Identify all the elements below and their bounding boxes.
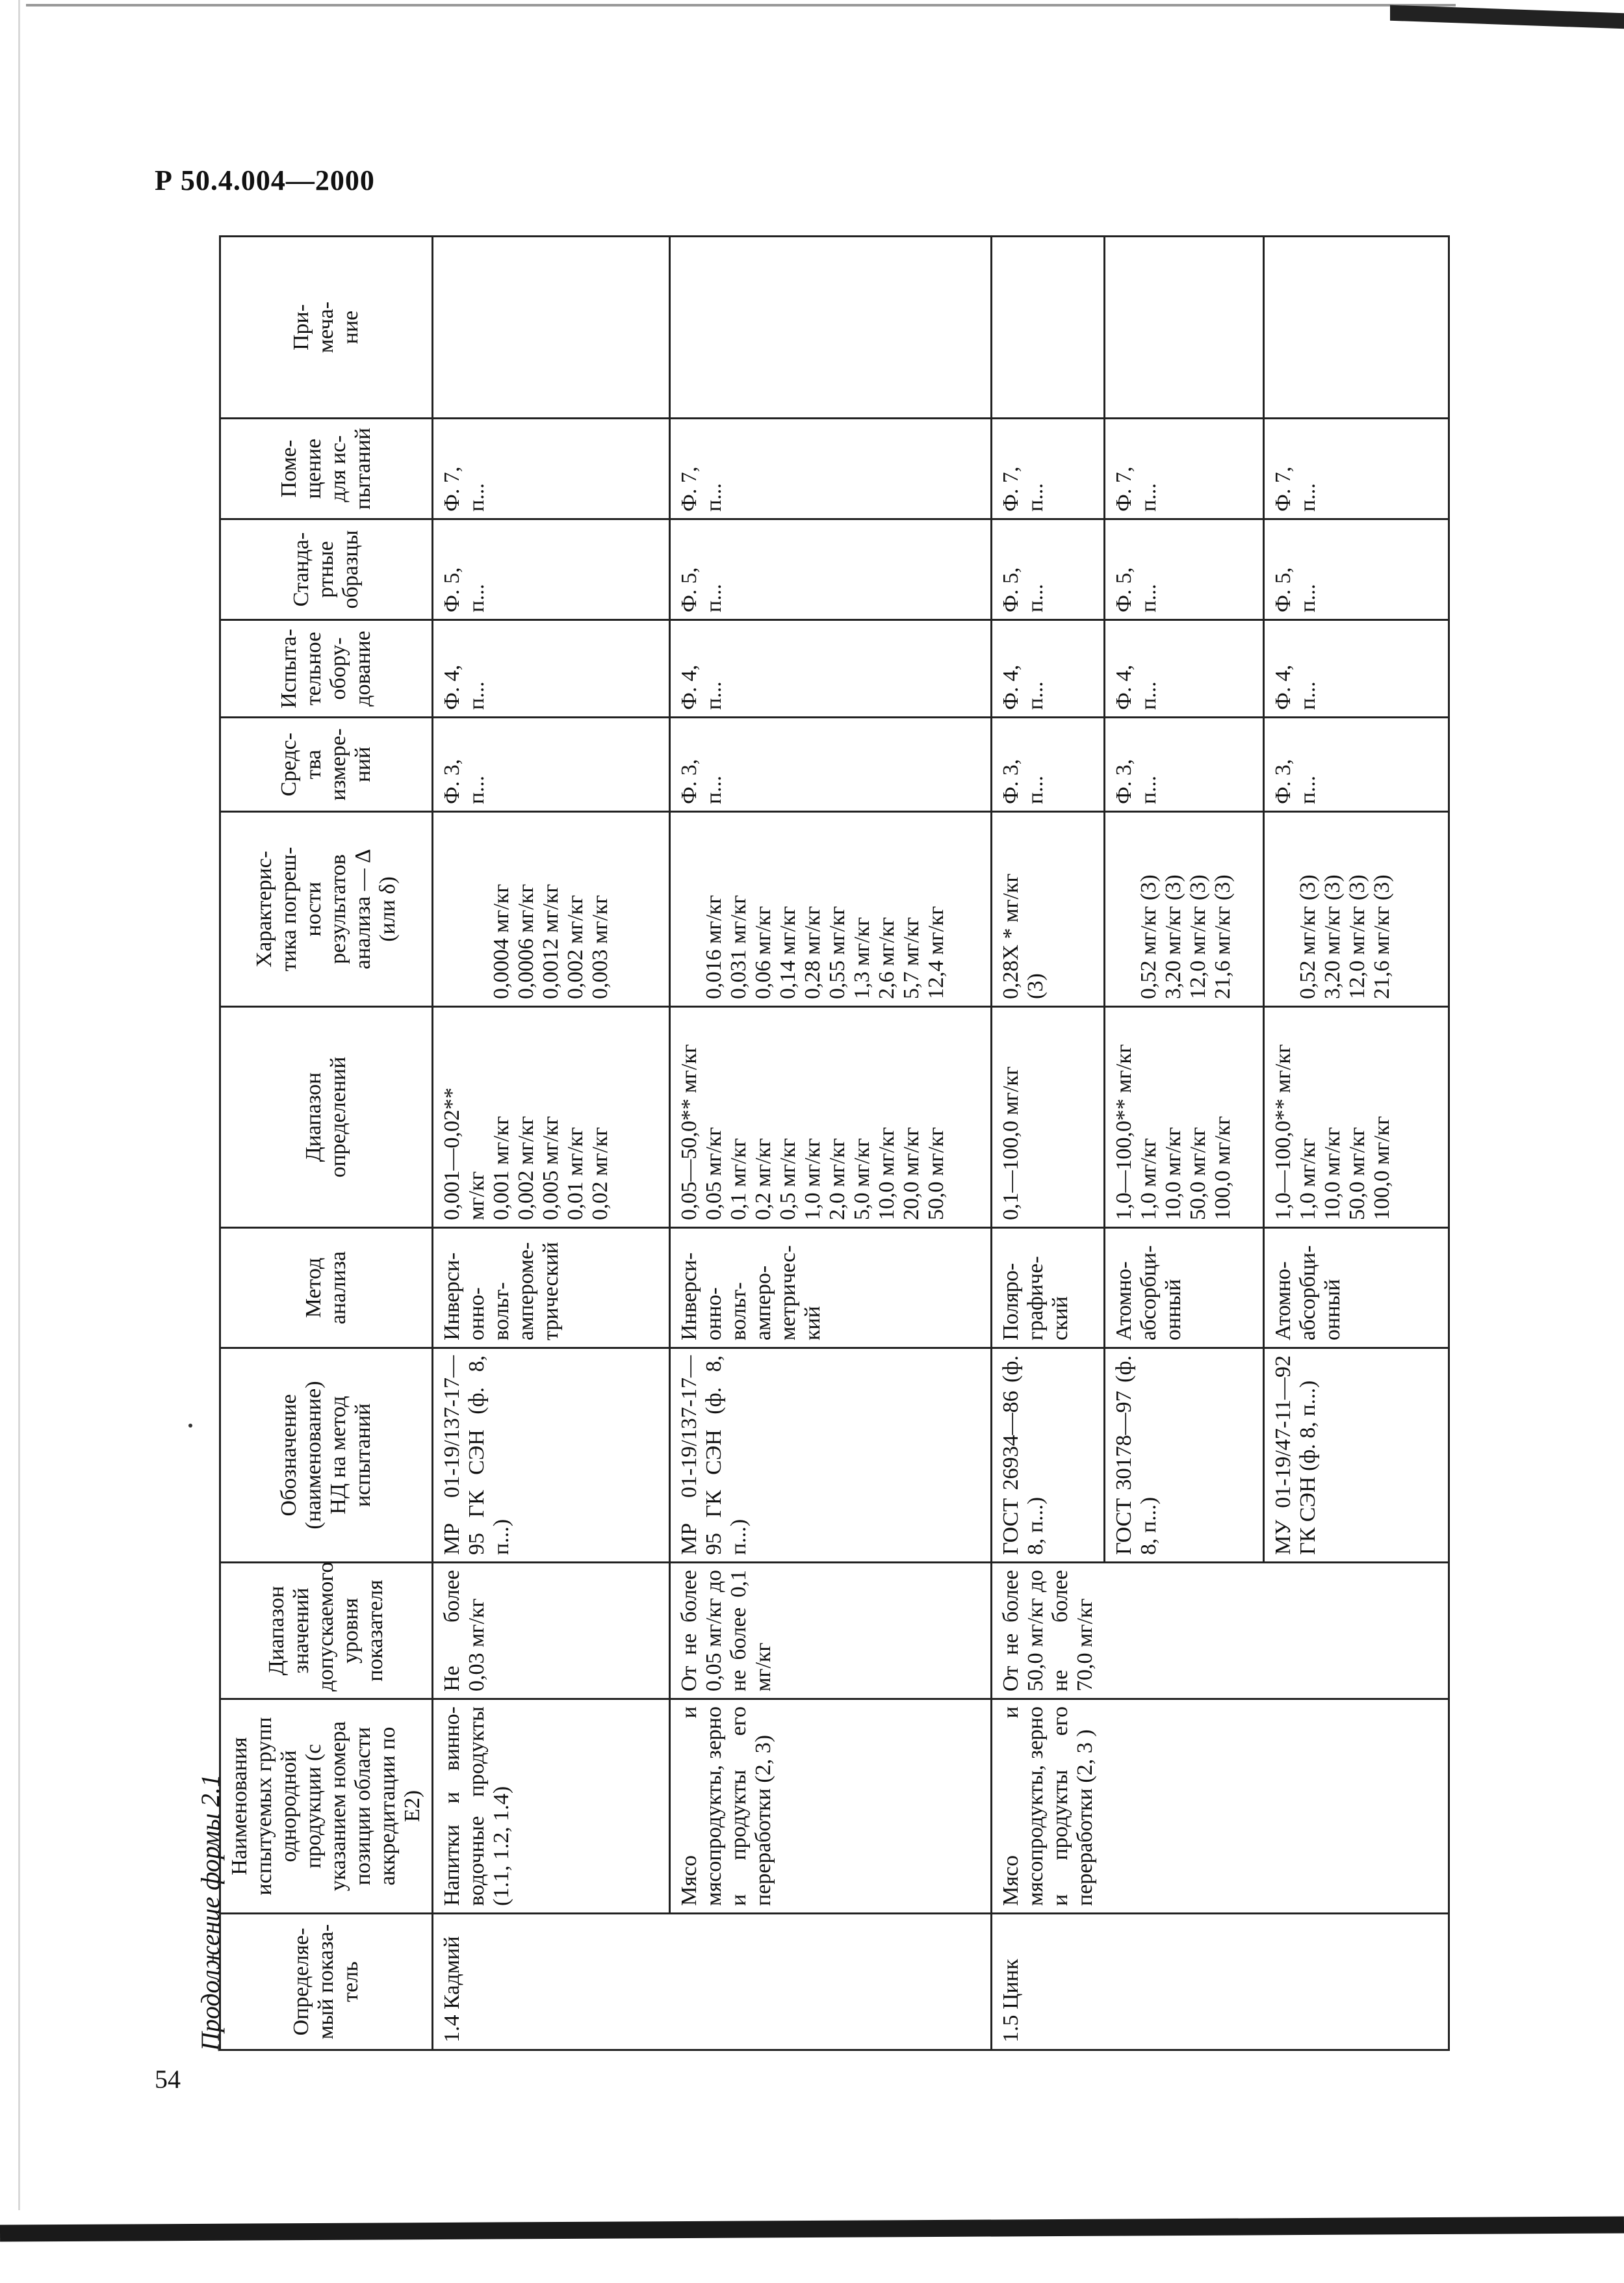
standards-cell: Ф. 5, п...: [1263, 519, 1449, 620]
note-cell: [1263, 237, 1449, 419]
column-header: Метод анализа: [220, 1228, 433, 1348]
nd-cell: ГОСТ 26934—86 (ф. 8, п...): [992, 1348, 1105, 1563]
measuring-means-cell: Ф. 3, п...: [1104, 718, 1263, 812]
standards-cell: Ф. 5, п...: [670, 519, 992, 620]
table-row: [670, 237, 992, 2050]
scan-edge-bottom: [0, 2216, 1624, 2241]
rotated-table-wrapper: [219, 237, 1434, 2051]
products-cell: [1104, 1699, 1263, 1914]
room-cell: Ф. 7, п...: [1104, 419, 1263, 519]
allowed-range-cell: Не более 0,03 мг/кг: [433, 1563, 670, 1699]
method-cell: Инверси- онно-вольт- амперо- метричес- кий: [670, 1228, 992, 1348]
measuring-means-cell: Ф. 3, п...: [1263, 718, 1449, 812]
column-header: Характерис- тика погреш- ности результатов анализа — Δ (или δ): [220, 812, 433, 1007]
error-cell: 0,52 мг/кг (3) 3,20 мг/кг (3) 12,0 мг/кг (3) 21,6 мг/кг (3): [1263, 812, 1449, 1007]
note-cell: [670, 237, 992, 419]
form-caption: Продолжение формы 2.1: [196, 1774, 225, 2051]
indicator-cell: [1263, 1914, 1449, 2050]
table-row: [1263, 237, 1449, 2050]
nd-cell: МР 01-19/137-17—95 ГК СЭН (ф. 8, п...): [433, 1348, 670, 1563]
accreditation-table: [219, 235, 1450, 2051]
measuring-means-cell: Ф. 3, п...: [670, 718, 992, 812]
document-code: Р 50.4.004—2000: [155, 164, 375, 196]
error-cell: 0,52 мг/кг (3) 3,20 мг/кг (3) 12,0 мг/кг (3) 21,6 мг/кг (3): [1104, 812, 1263, 1007]
equipment-cell: Ф. 4, п...: [1263, 620, 1449, 718]
products-cell: Мясо и мясопродукты, зерно и продукты его переработки (2, 3): [670, 1699, 992, 1914]
table-row: [992, 237, 1105, 2050]
column-header: При- меча- ние: [220, 237, 433, 419]
method-cell: Атомно- абсорбци- онный: [1263, 1228, 1449, 1348]
allowed-range-cell: [1104, 1563, 1263, 1699]
table-row: [1104, 237, 1263, 2050]
products-cell: Мясо и мясопродукты, зерно и продукты его переработки (2, 3 ): [992, 1699, 1105, 1914]
error-cell: 0,016 мг/кг 0,031 мг/кг 0,06 мг/кг 0,14 мг/кг 0,28 мг/кг 0,55 мг/кг 1,3 мг/кг 2,6 мг/кг 5,7 мг/кг 12,4 мг/кг: [670, 812, 992, 1007]
determination-range-cell: 1,0—100,0** мг/кг 1,0 мг/кг 10,0 мг/кг 50,0 мг/кг 100,0 мг/кг: [1104, 1007, 1263, 1228]
column-header: Обозначение (наименование) НД на метод испытаний: [220, 1348, 433, 1563]
determination-range-cell: 0,001—0,02** мг/кг 0,001 мг/кг 0,002 мг/кг 0,005 мг/кг 0,01 мг/кг 0,02 мг/кг: [433, 1007, 670, 1228]
scan-edge-top: [26, 4, 1456, 7]
room-cell: Ф. 7, п...: [433, 419, 670, 519]
equipment-cell: Ф. 4, п...: [670, 620, 992, 718]
standards-cell: Ф. 5, п...: [992, 519, 1105, 620]
equipment-cell: Ф. 4, п...: [1104, 620, 1263, 718]
method-cell: Поляро- графиче- ский: [992, 1228, 1105, 1348]
room-cell: Ф. 7, п...: [992, 419, 1105, 519]
indicator-cell: [670, 1914, 992, 2050]
column-header: Поме- щение для ис- пытаний: [220, 419, 433, 519]
standards-cell: Ф. 5, п...: [433, 519, 670, 620]
nd-cell: МР 01-19/137-17—95 ГК СЭН (ф. 8, п...): [670, 1348, 992, 1563]
allowed-range-cell: От не более 0,05 мг/кг до не более 0,1 мг/кг: [670, 1563, 992, 1699]
page-number: 54: [155, 2065, 181, 2094]
equipment-cell: Ф. 4, п...: [992, 620, 1105, 718]
indicator-cell: 1.4 Кадмий: [433, 1914, 670, 2050]
method-cell: Атомно- абсорбци- онный: [1104, 1228, 1263, 1348]
column-header: Определяе- мый показа- тель: [220, 1914, 433, 2050]
column-header: Станда- ртные образцы: [220, 519, 433, 620]
nd-cell: ГОСТ 30178—97 (ф. 8, п...): [1104, 1348, 1263, 1563]
indicator-cell: [1104, 1914, 1263, 2050]
error-cell: 0,0004 мг/кг 0,0006 мг/кг 0,0012 мг/кг 0,002 мг/кг 0,003 мг/кг: [433, 812, 670, 1007]
determination-range-cell: 1,0—100,0** мг/кг 1,0 мг/кг 10,0 мг/кг 50,0 мг/кг 100,0 мг/кг: [1263, 1007, 1449, 1228]
column-header: Наименования испытуемых групп однородной продукции (с указанием номера позиции области аккредитации по Е2): [220, 1699, 433, 1914]
allowed-range-cell: От не более 50,0 мг/кг до не более 70,0 мг/кг: [992, 1563, 1105, 1699]
room-cell: Ф. 7, п...: [670, 419, 992, 519]
standards-cell: Ф. 5, п...: [1104, 519, 1263, 620]
allowed-range-cell: [1263, 1563, 1449, 1699]
determination-range-cell: 0,05—50,0** мг/кг 0,05 мг/кг 0,1 мг/кг 0,2 мг/кг 0,5 мг/кг 1,0 мг/кг 2,0 мг/кг 5,0 мг/кг 10,0 мг/кг 20,0 мг/кг 50,0 мг/кг: [670, 1007, 992, 1228]
measuring-means-cell: Ф. 3, п...: [992, 718, 1105, 812]
column-header: Диапазон определений: [220, 1007, 433, 1228]
column-header: Испыта- тельное обору- дование: [220, 620, 433, 718]
determination-range-cell: 0,1—100,0 мг/кг: [992, 1007, 1105, 1228]
note-cell: [1104, 237, 1263, 419]
note-cell: [992, 237, 1105, 419]
column-header: Средс- тва измере- ний: [220, 718, 433, 812]
scan-speck: [188, 1424, 192, 1428]
measuring-means-cell: Ф. 3, п...: [433, 718, 670, 812]
note-cell: [433, 237, 670, 419]
table-header-row: [220, 237, 433, 2050]
method-cell: Инверси- онно-вольт- амперомe- трический: [433, 1228, 670, 1348]
nd-cell: МУ 01-19/47-11—92 ГК СЭН (ф. 8, п...): [1263, 1348, 1449, 1563]
column-header: Диапазон значений допускаемого уровня показателя: [220, 1563, 433, 1699]
room-cell: Ф. 7, п...: [1263, 419, 1449, 519]
equipment-cell: Ф. 4, п...: [433, 620, 670, 718]
scan-edge-top-right: [1390, 5, 1624, 29]
error-cell: 0,28X * мг/кг (3): [992, 812, 1105, 1007]
scan-edge-left: [18, 0, 20, 2210]
products-cell: [1263, 1699, 1449, 1914]
table-row: [433, 237, 670, 2050]
products-cell: Напитки и винно-водочные продукты (1.1, 1.2, 1.4): [433, 1699, 670, 1914]
indicator-cell: 1.5 Цинк: [992, 1914, 1105, 2050]
